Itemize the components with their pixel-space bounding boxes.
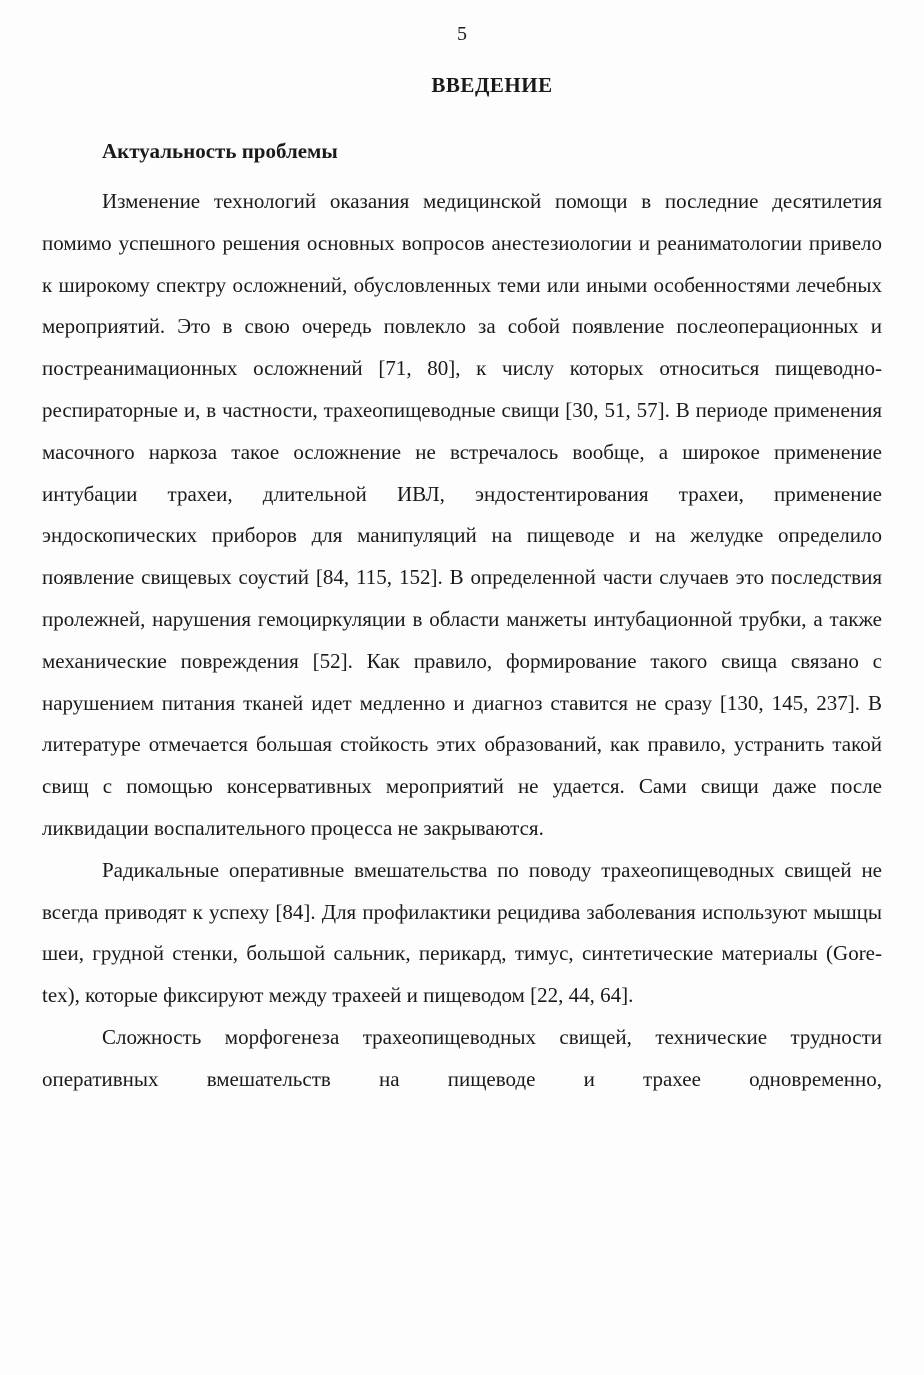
chapter-heading: ВВЕДЕНИЕ xyxy=(431,73,553,97)
paragraph-3: Сложность морфогенеза трахеопищеводных свищей, технические трудности оперативных вмешательств на пищеводе и трахее одновременно, xyxy=(42,1024,882,1091)
page-number: 5 xyxy=(457,23,467,45)
body-text xyxy=(42,181,882,1101)
paragraph-1: Изменение технологий оказания медицинской помощи в последние десятилетия помимо успешного решения основных вопросов анестезиологии и реаниматологии привело к широкому спектру осложнений, обусловленных теми или иными особенностями лечебных мероприятий. Это в свою очередь повлекло за собой появление послеоперационных и постреанимационных осложнений [71, 80], к числу которых относиться пищеводно-респираторные и, в частности, трахеопищеводные свищи [30, 51, 57]. В периоде применения масочного наркоза такое осложнение не встречалось вообще, а широкое применение интубации трахеи, длительной ИВЛ, эндостентирования трахеи, применение эндоскопических приборов для манипуляций на пищеводе и на желудке определило появление свищевых соустий [84, 115, 152]. В определенной части случаев это последствия пролежней, нарушения гемоциркуляции в области манжеты интубационной трубки, а также механические повреждения [52]. Как правило, формирование такого свища связано с нарушением питания тканей идет медленно и диагноз ставится не сразу [130, 145, 237]. В литературе отмечается большая стойкость этих образований, как правило, устранить такой свищ с помощью консервативных мероприятий не удается. Сами свищи даже после ликвидации воспалительного процесса не закрываются. xyxy=(42,189,882,840)
paragraph-2: Радикальные оперативные вмешательства по поводу трахеопищеводных свищей не всегда приводят к успеху [84]. Для профилактики рецидива заболевания используют мышцы шеи, грудной стенки, большой сальник, перикард, тимус, синтетические материалы (Gore-tex), которые фиксируют между трахеей и пищеводом [22, 44, 64]. xyxy=(42,857,882,1008)
section-title: Актуальность проблемы xyxy=(102,139,338,163)
